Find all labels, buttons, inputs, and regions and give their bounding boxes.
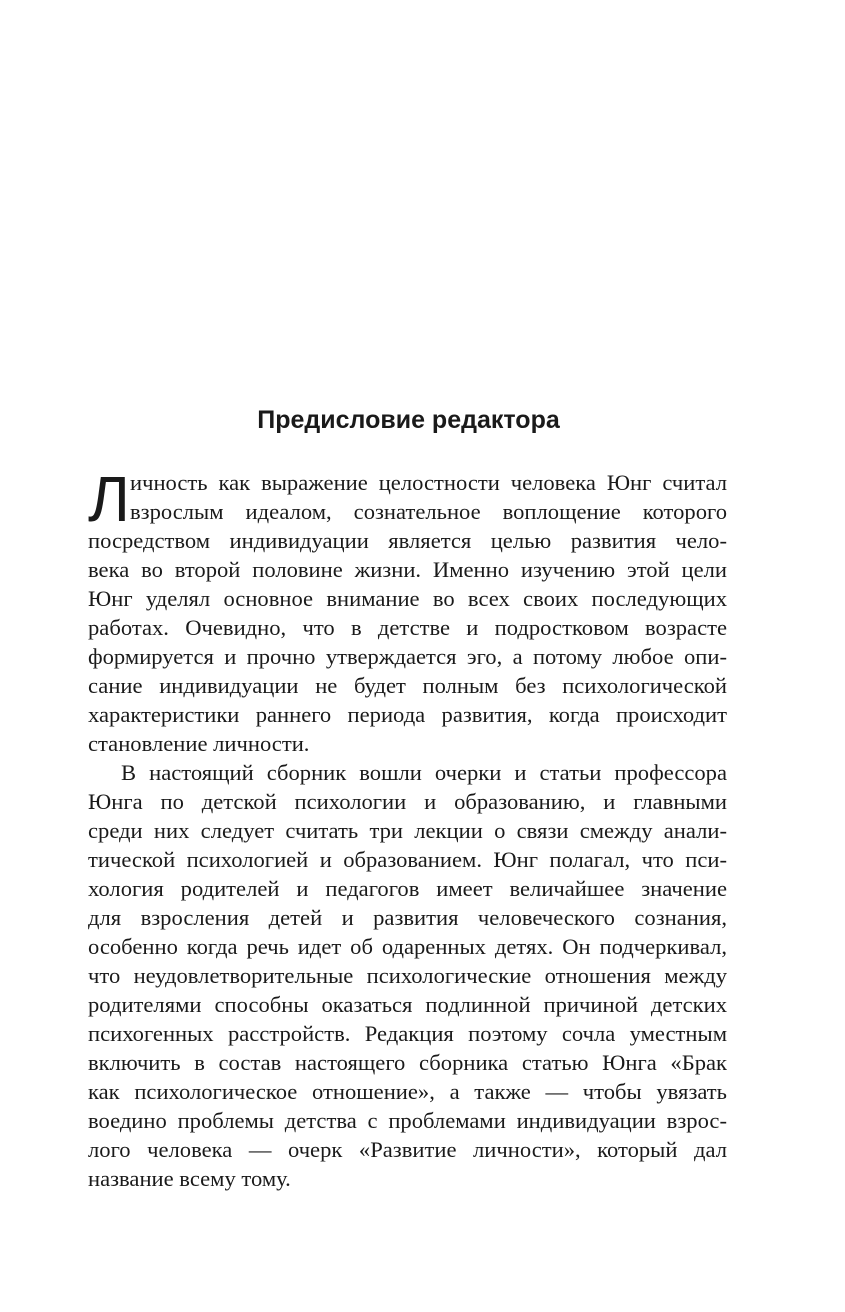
text-line: воедино проблемы детства с проблемами индивидуации взрос-: [88, 1108, 727, 1133]
paragraph-1: [88, 463, 727, 758]
text-line: сание индивидуации не будет полным без психологической: [88, 673, 727, 698]
drop-cap: Л: [88, 463, 130, 535]
paragraph-2: [88, 758, 727, 1193]
text-line: становление личности.: [88, 731, 310, 756]
text-line: что неудовлетворительные психологические отношения между: [88, 963, 727, 988]
text-line: среди них следует считать три лекции о связи смежду анали-: [88, 818, 727, 843]
text-line: название всему тому.: [88, 1166, 291, 1191]
text-line: психогенных расстройств. Редакция поэтому сочла уместным: [88, 1021, 727, 1046]
text-line: взрослым идеалом, сознательное воплощение которого: [130, 499, 727, 524]
body-text: [88, 463, 727, 1193]
text-line: ичность как выражение целостности человека Юнг считал: [130, 470, 727, 495]
text-line: включить в состав настоящего сборника статью Юнга «Брак: [88, 1050, 727, 1075]
text-line: как психологическое отношение», а также — чтобы увязать: [88, 1079, 727, 1104]
text-line: работах. Очевидно, что в детстве и подростковом возрасте: [88, 615, 727, 640]
text-line: родителями способны оказаться подлинной причиной детских: [88, 992, 727, 1017]
text-line: хология родителей и педагогов имеет величайшее значение: [88, 876, 727, 901]
text-line: для взросления детей и развития человеческого сознания,: [88, 905, 727, 930]
text-line: Юнга по детской психологии и образованию, и главными: [88, 789, 727, 814]
text-line: характеристики раннего периода развития, когда происходит: [88, 702, 727, 727]
text-line: посредством индивидуации является целью развития чело-: [88, 528, 727, 553]
text-line: века во второй половине жизни. Именно изучению этой цели: [88, 557, 727, 582]
text-line: формируется и прочно утверждается эго, а потому любое опи-: [88, 644, 727, 669]
text-line: особенно когда речь идет об одаренных детях. Он подчеркивал,: [88, 934, 727, 959]
text-line: лого человека — очерк «Развитие личности», который дал: [88, 1137, 727, 1162]
text-line: Юнг уделял основное внимание во всех своих последующих: [88, 586, 727, 611]
text-line: тической психологией и образованием. Юнг полагал, что пси-: [88, 847, 727, 872]
page-title: Предисловие редактора: [257, 406, 560, 434]
text-line: В настоящий сборник вошли очерки и статьи профессора: [121, 760, 727, 785]
